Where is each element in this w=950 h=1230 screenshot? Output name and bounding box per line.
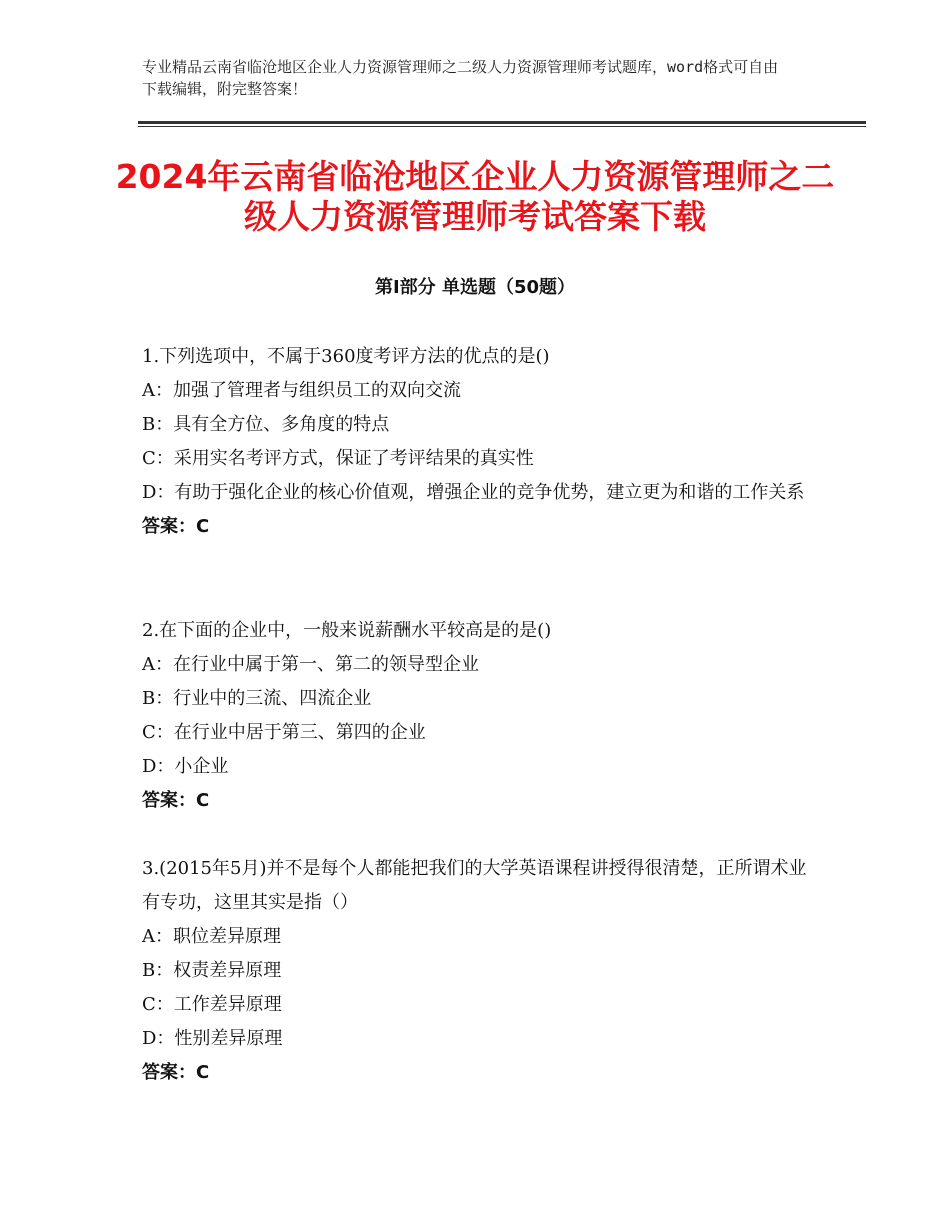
option-c: C：采用实名考评方式，保证了考评结果的真实性 xyxy=(142,448,534,469)
answer: 答案：C xyxy=(142,790,210,811)
option-d: D：有助于强化企业的核心价值观，增强企业的竞争优势，建立更为和谐的工作关系 xyxy=(142,482,805,503)
option-d: D：性别差异原理 xyxy=(142,1028,283,1049)
option-c: C：工作差异原理 xyxy=(142,994,282,1015)
question-1 xyxy=(142,340,822,544)
option-b: B：权责差异原理 xyxy=(142,960,282,981)
option-d: D：小企业 xyxy=(142,756,229,777)
header-divider-thick xyxy=(138,121,866,124)
question-stem: 2.在下面的企业中，一般来说薪酬水平较高是的是() xyxy=(142,620,552,641)
answer: 答案：C xyxy=(142,516,210,537)
section-title: 第Ⅰ部分 单选题（50题） xyxy=(374,277,575,298)
header-divider-thin xyxy=(138,126,866,127)
option-b: B：行业中的三流、四流企业 xyxy=(142,688,372,709)
document-title: 2024年云南省临沧地区企业人力资源管理师之二级人力资源管理师考试答案下载 xyxy=(115,157,835,236)
option-b: B：具有全方位、多角度的特点 xyxy=(142,414,390,435)
answer: 答案：C xyxy=(142,1062,210,1083)
question-2 xyxy=(142,614,822,818)
option-c: C：在行业中居于第三、第四的企业 xyxy=(142,722,426,743)
header-note: 专业精品云南省临沧地区企业人力资源管理师之二级人力资源管理师考试题库，word格式可自由下载编辑，附完整答案！ xyxy=(142,58,779,98)
option-a: A：加强了管理者与组织员工的双向交流 xyxy=(142,380,461,401)
question-stem: 1.下列选项中，不属于360度考评方法的优点的是() xyxy=(142,346,550,367)
option-a: A：在行业中属于第一、第二的领导型企业 xyxy=(142,654,479,675)
question-stem: 3.(2015年5月)并不是每个人都能把我们的大学英语课程讲授得很清楚，正所谓术业有专功，这里其实是指（） xyxy=(142,858,807,913)
option-a: A：职位差异原理 xyxy=(142,926,281,947)
question-3 xyxy=(142,852,822,1090)
